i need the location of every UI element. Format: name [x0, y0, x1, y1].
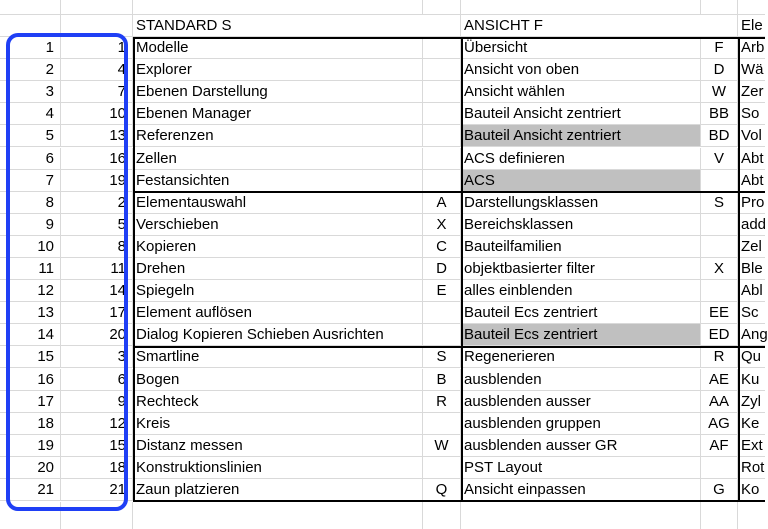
view-key-cell[interactable]: S — [701, 192, 738, 214]
next-column-cell[interactable]: Abt — [738, 170, 765, 192]
standard-key-cell[interactable]: R — [423, 391, 461, 413]
standard-command-cell[interactable]: Element auflösen — [133, 302, 423, 324]
standard-command-cell[interactable]: Distanz messen — [133, 435, 423, 457]
index-cell[interactable]: 17 — [0, 391, 61, 413]
order-cell[interactable]: 18 — [61, 457, 133, 479]
view-command-cell[interactable]: Bauteilfamilien — [461, 236, 701, 258]
index-cell[interactable]: 13 — [0, 302, 61, 324]
view-key-cell[interactable]: F — [701, 37, 738, 59]
table-row — [0, 391, 765, 413]
table-row — [0, 103, 765, 125]
header-empty-b[interactable] — [61, 15, 133, 37]
standard-command-cell[interactable]: Ebenen Manager — [133, 103, 423, 125]
standard-command-cell[interactable]: Smartline — [133, 346, 423, 368]
standard-key-cell[interactable] — [423, 81, 461, 103]
border-left-next — [738, 37, 740, 502]
index-cell[interactable]: 1 — [0, 37, 61, 59]
next-column-cell[interactable]: Abl — [738, 280, 765, 302]
standard-command-cell[interactable]: Verschieben — [133, 214, 423, 236]
view-command-cell[interactable]: Bereichsklassen — [461, 214, 701, 236]
index-cell[interactable]: 10 — [0, 236, 61, 258]
index-cell[interactable]: 3 — [0, 81, 61, 103]
table-row — [0, 59, 765, 81]
standard-key-cell[interactable]: E — [423, 280, 461, 302]
table-row — [0, 37, 765, 59]
table-row — [0, 236, 765, 258]
order-cell[interactable]: 6 — [61, 369, 133, 391]
index-cell[interactable]: 19 — [0, 435, 61, 457]
next-column-cell[interactable]: Vol — [738, 125, 765, 147]
order-cell[interactable]: 20 — [61, 324, 133, 346]
view-key-cell[interactable] — [701, 170, 738, 192]
border-left-std — [133, 37, 135, 502]
standard-command-cell[interactable]: Kreis — [133, 413, 423, 435]
standard-key-cell[interactable]: Q — [423, 479, 461, 501]
header-standard[interactable]: STANDARD S — [133, 15, 423, 37]
standard-command-cell[interactable]: Referenzen — [133, 125, 423, 147]
header-next[interactable]: Ele — [738, 15, 765, 37]
standard-command-cell[interactable]: Rechteck — [133, 391, 423, 413]
view-command-cell[interactable]: alles einblenden — [461, 280, 701, 302]
index-cell[interactable]: 2 — [0, 59, 61, 81]
table-row — [0, 258, 765, 280]
next-column-cell[interactable]: Sc — [738, 302, 765, 324]
group-separator-2 — [133, 346, 765, 348]
next-column-cell[interactable]: Zer — [738, 81, 765, 103]
view-command-cell[interactable]: ACS definieren — [461, 148, 701, 170]
standard-key-cell[interactable]: B — [423, 369, 461, 391]
index-cell[interactable]: 7 — [0, 170, 61, 192]
header-row — [0, 15, 765, 37]
next-column-cell[interactable]: Pro — [738, 192, 765, 214]
standard-command-cell[interactable]: Kopieren — [133, 236, 423, 258]
standard-key-cell[interactable] — [423, 413, 461, 435]
view-command-cell[interactable]: ausblenden — [461, 369, 701, 391]
order-cell[interactable]: 16 — [61, 148, 133, 170]
standard-command-cell[interactable]: Zellen — [133, 148, 423, 170]
group-separator-1 — [133, 191, 765, 193]
header-empty-a[interactable] — [0, 15, 61, 37]
standard-key-cell[interactable] — [423, 302, 461, 324]
order-cell[interactable]: 2 — [61, 192, 133, 214]
table-row — [0, 214, 765, 236]
view-command-cell[interactable]: Darstellungsklassen — [461, 192, 701, 214]
table-row — [0, 81, 765, 103]
view-key-cell[interactable]: X — [701, 258, 738, 280]
standard-command-cell[interactable]: Elementauswahl — [133, 192, 423, 214]
standard-command-cell[interactable]: Modelle — [133, 37, 423, 59]
order-cell[interactable]: 5 — [61, 214, 133, 236]
view-command-cell[interactable]: objektbasierter filter — [461, 258, 701, 280]
table-row — [0, 148, 765, 170]
next-column-cell[interactable]: add — [738, 214, 765, 236]
table-row — [0, 192, 765, 214]
order-cell[interactable]: 7 — [61, 81, 133, 103]
standard-command-cell[interactable]: Zaun platzieren — [133, 479, 423, 501]
next-column-cell[interactable]: Wä — [738, 59, 765, 81]
header-empty-c[interactable] — [423, 15, 461, 37]
table-row — [0, 435, 765, 457]
next-column-cell[interactable]: Ext — [738, 435, 765, 457]
view-command-cell[interactable]: Ansicht wählen — [461, 81, 701, 103]
view-key-cell[interactable]: BB — [701, 103, 738, 125]
view-command-cell[interactable]: Bauteil Ecs zentriert — [461, 302, 701, 324]
border-left-view — [461, 37, 463, 502]
standard-command-cell[interactable]: Festansichten — [133, 170, 423, 192]
view-key-cell[interactable]: BD — [701, 125, 738, 147]
order-cell[interactable]: 1 — [61, 37, 133, 59]
order-cell[interactable]: 9 — [61, 391, 133, 413]
view-key-cell[interactable]: EE — [701, 302, 738, 324]
view-key-cell[interactable]: V — [701, 148, 738, 170]
next-column-cell[interactable]: Rot — [738, 457, 765, 479]
table-row — [0, 170, 765, 192]
view-command-cell[interactable]: Ansicht von oben — [461, 59, 701, 81]
view-key-cell[interactable]: AA — [701, 391, 738, 413]
view-command-cell[interactable]: Ansicht einpassen — [461, 479, 701, 501]
view-key-cell[interactable]: AG — [701, 413, 738, 435]
standard-command-cell[interactable]: Konstruktionslinien — [133, 457, 423, 479]
next-column-cell[interactable]: Zel — [738, 236, 765, 258]
view-key-cell[interactable]: ED — [701, 324, 738, 346]
index-cell[interactable]: 5 — [0, 125, 61, 147]
view-command-cell[interactable]: Regenerieren — [461, 346, 701, 368]
table-row — [0, 457, 765, 479]
standard-key-cell[interactable] — [423, 37, 461, 59]
order-cell[interactable]: 13 — [61, 125, 133, 147]
standard-command-cell[interactable]: Drehen — [133, 258, 423, 280]
standard-key-cell[interactable] — [423, 148, 461, 170]
index-cell[interactable]: 11 — [0, 258, 61, 280]
standard-command-cell[interactable]: Ebenen Darstellung — [133, 81, 423, 103]
view-key-cell[interactable]: AF — [701, 435, 738, 457]
top-partial-row — [0, 0, 765, 15]
index-cell[interactable]: 21 — [0, 479, 61, 501]
standard-command-cell[interactable]: Spiegeln — [133, 280, 423, 302]
index-cell[interactable]: 16 — [0, 369, 61, 391]
standard-key-cell[interactable]: X — [423, 214, 461, 236]
index-cell[interactable]: 20 — [0, 457, 61, 479]
view-command-cell[interactable]: PST Layout — [461, 457, 701, 479]
standard-key-cell[interactable]: A — [423, 192, 461, 214]
order-cell[interactable]: 21 — [61, 479, 133, 501]
standard-command-cell[interactable]: Dialog Kopieren Schieben Ausrichten — [133, 324, 423, 346]
index-cell[interactable]: 6 — [0, 148, 61, 170]
trailing-empty-row — [0, 502, 765, 529]
order-cell[interactable]: 4 — [61, 59, 133, 81]
standard-key-cell[interactable] — [423, 59, 461, 81]
border-top — [133, 37, 765, 39]
next-column-cell[interactable]: Ble — [738, 258, 765, 280]
view-command-cell[interactable]: Übersicht — [461, 37, 701, 59]
view-command-cell[interactable]: Bauteil Ansicht zentriert — [461, 125, 701, 147]
order-cell[interactable]: 14 — [61, 280, 133, 302]
index-cell[interactable]: 12 — [0, 280, 61, 302]
next-column-cell[interactable]: Ke — [738, 413, 765, 435]
next-column-cell[interactable]: Qu — [738, 346, 765, 368]
view-key-cell[interactable]: R — [701, 346, 738, 368]
next-column-cell[interactable]: Arb — [738, 37, 765, 59]
view-key-cell[interactable] — [701, 214, 738, 236]
next-column-cell[interactable]: Ko — [738, 479, 765, 501]
next-column-cell[interactable]: Zyl — [738, 391, 765, 413]
view-command-cell[interactable]: Bauteil Ansicht zentriert — [461, 103, 701, 125]
table-row — [0, 280, 765, 302]
view-key-cell[interactable]: G — [701, 479, 738, 501]
view-command-cell[interactable]: ausblenden gruppen — [461, 413, 701, 435]
table-row — [0, 324, 768, 346]
standard-key-cell[interactable] — [423, 324, 461, 346]
index-cell[interactable]: 14 — [0, 324, 61, 346]
header-empty-d[interactable] — [701, 15, 738, 37]
view-command-cell[interactable]: ACS — [461, 170, 701, 192]
standard-command-cell[interactable]: Bogen — [133, 369, 423, 391]
order-cell[interactable]: 15 — [61, 435, 133, 457]
view-key-cell[interactable]: W — [701, 81, 738, 103]
view-key-cell[interactable] — [701, 236, 738, 258]
view-key-cell[interactable]: AE — [701, 369, 738, 391]
order-cell[interactable]: 17 — [61, 302, 133, 324]
order-cell[interactable]: 11 — [61, 258, 133, 280]
index-cell[interactable]: 8 — [0, 192, 61, 214]
table-row — [0, 125, 765, 147]
view-command-cell[interactable]: ausblenden ausser GR — [461, 435, 701, 457]
index-cell[interactable]: 9 — [0, 214, 61, 236]
header-ansicht[interactable]: ANSICHT F — [461, 15, 701, 37]
table-row — [0, 479, 765, 501]
index-cell[interactable]: 18 — [0, 413, 61, 435]
standard-key-cell[interactable] — [423, 170, 461, 192]
order-cell[interactable]: 3 — [61, 346, 133, 368]
order-cell[interactable]: 10 — [61, 103, 133, 125]
order-cell[interactable]: 8 — [61, 236, 133, 258]
border-bottom — [133, 500, 765, 502]
view-key-cell[interactable] — [701, 280, 738, 302]
standard-key-cell[interactable] — [423, 103, 461, 125]
table-row — [0, 369, 765, 391]
view-key-cell[interactable]: D — [701, 59, 738, 81]
next-column-cell[interactable]: So — [738, 103, 765, 125]
standard-key-cell[interactable] — [423, 457, 461, 479]
standard-key-cell[interactable]: W — [423, 435, 461, 457]
standard-key-cell[interactable]: D — [423, 258, 461, 280]
standard-key-cell[interactable]: C — [423, 236, 461, 258]
standard-key-cell[interactable] — [423, 125, 461, 147]
index-cell[interactable]: 15 — [0, 346, 61, 368]
next-column-cell[interactable]: Ku — [738, 369, 765, 391]
standard-command-cell[interactable]: Explorer — [133, 59, 423, 81]
table-row — [0, 413, 765, 435]
table-row — [0, 302, 765, 324]
view-key-cell[interactable] — [701, 457, 738, 479]
view-command-cell[interactable]: ausblenden ausser — [461, 391, 701, 413]
index-cell[interactable]: 4 — [0, 103, 61, 125]
next-column-cell[interactable]: Ang — [738, 324, 765, 346]
view-command-cell[interactable]: Bauteil Ecs zentriert — [461, 324, 701, 346]
next-column-cell[interactable]: Abt — [738, 148, 765, 170]
standard-key-cell[interactable]: S — [423, 346, 461, 368]
order-cell[interactable]: 19 — [61, 170, 133, 192]
order-cell[interactable]: 12 — [61, 413, 133, 435]
table-row — [0, 346, 765, 368]
